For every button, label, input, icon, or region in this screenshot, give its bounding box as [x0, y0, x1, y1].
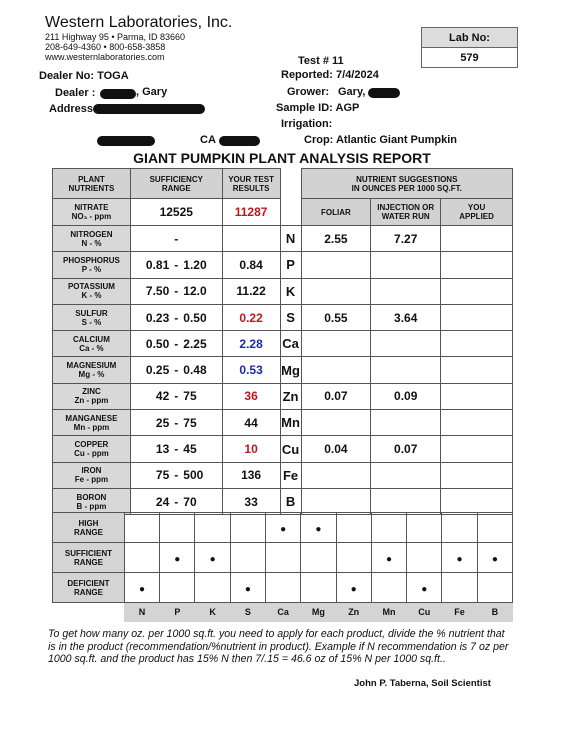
injection-suggestion: 0.09 [371, 383, 441, 409]
crop-field: Crop: Atlantic Giant Pumpkin [304, 134, 457, 146]
test-result: 33 [222, 488, 280, 514]
nutrient-label: ZINC Zn - ppm [53, 383, 131, 409]
range-cell [195, 543, 230, 573]
you-applied-cell [441, 331, 513, 357]
nutrient-symbol: N [280, 226, 301, 252]
you-applied-cell [441, 226, 513, 252]
lab-number-box [421, 27, 518, 68]
range-cell [371, 573, 406, 603]
header-foliar: FOLIAR [301, 199, 371, 226]
you-applied-cell [441, 357, 513, 383]
range-cell [124, 513, 159, 543]
nutrient-label: PHOSPHORUS P - % [53, 252, 131, 278]
range-cell [195, 573, 230, 603]
dealer-number: Dealer No: TOGA [39, 70, 129, 82]
you-applied-cell [441, 436, 513, 462]
dealer-name-label: Dealer : [55, 87, 96, 99]
nutrient-row [53, 357, 513, 383]
range-dot: ● [139, 583, 146, 595]
range-cell [407, 573, 442, 603]
range-cell [124, 543, 159, 573]
test-result: 11.22 [222, 278, 280, 304]
range-cell [301, 513, 336, 543]
nutrient-row [53, 462, 513, 488]
foliar-suggestion: 0.07 [301, 383, 371, 409]
sample-id: Sample ID: AGP [276, 102, 360, 114]
range-label: DEFICIENT RANGE [53, 573, 125, 603]
nutrient-symbol: Cu [280, 436, 301, 462]
range-chart [52, 512, 513, 622]
dealer-name-value: , Gary [136, 86, 168, 98]
grower-label: Grower: [287, 86, 330, 98]
nutrient-symbol: B [280, 488, 301, 514]
analysis-table [52, 168, 513, 515]
nutrient-label: COPPER Cu - ppm [53, 436, 131, 462]
range-cell [407, 513, 442, 543]
reported-date: Reported: 7/4/2024 [281, 69, 379, 81]
sufficiency-range: 7.50 - 12.0 [130, 278, 222, 304]
nutrient-row [53, 488, 513, 514]
range-cell [477, 543, 512, 573]
company-name: Western Laboratories, Inc. [45, 14, 233, 31]
nutrient-row [53, 331, 513, 357]
range-cell [442, 573, 477, 603]
sufficiency-range: 0.50 - 2.25 [130, 331, 222, 357]
range-cell [230, 543, 265, 573]
injection-suggestion [371, 252, 441, 278]
footer-instructions: To get how many oz. per 1000 sq.ft. you need to apply for each product, divide the % nutrient that is in the product (recommendation/%nutrient in product). Example if N recommendation is 7 oz per 1000 sq.ft. and the product has 15% N then 7/.15 = 46.6 oz of 15% N per 1000 sq.ft.. [48, 628, 509, 665]
range-cell [371, 513, 406, 543]
sufficiency-range: - [130, 226, 222, 252]
nutrient-row [53, 226, 513, 252]
nitrate-result: 11287 [222, 199, 280, 226]
range-cell [407, 543, 442, 573]
redaction [100, 89, 136, 99]
nutrient-row [53, 252, 513, 278]
injection-suggestion: 3.64 [371, 304, 441, 330]
axis-label: Mn [371, 603, 406, 622]
range-cell [442, 543, 477, 573]
company-phone: 208-649-4360 • 800-658-3858 [45, 42, 166, 52]
you-applied-cell [441, 410, 513, 436]
range-dot: ● [491, 553, 498, 565]
range-cell [265, 543, 300, 573]
you-applied-cell [441, 488, 513, 514]
range-cell [265, 573, 300, 603]
axis-label: N [124, 603, 159, 622]
foliar-suggestion: 2.55 [301, 226, 371, 252]
range-cell [336, 573, 371, 603]
range-dot: ● [315, 523, 322, 535]
range-dot: ● [385, 553, 392, 565]
injection-suggestion [371, 488, 441, 514]
nutrient-symbol: P [280, 252, 301, 278]
nutrient-symbol: K [280, 278, 301, 304]
injection-suggestion: 7.27 [371, 226, 441, 252]
sufficiency-range: 13 - 45 [130, 436, 222, 462]
range-axis [53, 603, 513, 622]
axis-label: S [230, 603, 265, 622]
report-title: GIANT PUMPKIN PLANT ANALYSIS REPORT [133, 150, 431, 166]
foliar-suggestion: 0.55 [301, 304, 371, 330]
test-result: 2.28 [222, 331, 280, 357]
redaction [219, 136, 260, 146]
range-cell [371, 543, 406, 573]
nitrate-label: NITRATE NO₃ - ppm [53, 199, 131, 226]
injection-suggestion [371, 462, 441, 488]
range-label: HIGH RANGE [53, 513, 125, 543]
test-result: 0.53 [222, 357, 280, 383]
axis-label: Fe [442, 603, 477, 622]
axis-label: Mg [301, 603, 336, 622]
range-cell [336, 513, 371, 543]
test-result: 0.22 [222, 304, 280, 330]
nutrient-label: CALCIUM Ca - % [53, 331, 131, 357]
test-result [222, 226, 280, 252]
foliar-suggestion [301, 410, 371, 436]
sufficiency-range: 25 - 75 [130, 410, 222, 436]
test-result: 10 [222, 436, 280, 462]
axis-label: P [160, 603, 195, 622]
test-number: Test # 11 [298, 55, 344, 67]
nutrient-row [53, 410, 513, 436]
foliar-suggestion [301, 488, 371, 514]
foliar-suggestion [301, 278, 371, 304]
range-dot: ● [209, 553, 216, 565]
range-row [53, 573, 513, 603]
sufficiency-range: 0.23 - 0.50 [130, 304, 222, 330]
foliar-suggestion: 0.04 [301, 436, 371, 462]
header-plant-nutrients: PLANT NUTRIENTS [53, 169, 131, 199]
nutrient-label: BORON B - ppm [53, 488, 131, 514]
nutrient-row [53, 304, 513, 330]
irrigation-label: Irrigation: [281, 118, 333, 130]
nutrient-label: NITROGEN N - % [53, 226, 131, 252]
foliar-suggestion [301, 357, 371, 383]
range-cell [301, 543, 336, 573]
range-label: SUFFICIENT RANGE [53, 543, 125, 573]
nutrient-symbol: S [280, 304, 301, 330]
range-dot: ● [280, 523, 287, 535]
nutrient-row [53, 436, 513, 462]
range-cell [160, 573, 195, 603]
range-cell [477, 513, 512, 543]
range-dot: ● [174, 553, 181, 565]
axis-label: Zn [336, 603, 371, 622]
sufficiency-range: 42 - 75 [130, 383, 222, 409]
redaction [93, 104, 205, 114]
axis-label: Ca [265, 603, 300, 622]
test-result: 44 [222, 410, 280, 436]
range-cell [160, 543, 195, 573]
company-address: 211 Highway 95 • Parma, ID 83660 [45, 32, 186, 42]
nutrient-label: IRON Fe - ppm [53, 462, 131, 488]
sufficiency-range: 0.25 - 0.48 [130, 357, 222, 383]
nutrient-symbol: Fe [280, 462, 301, 488]
you-applied-cell [441, 383, 513, 409]
header-injection: INJECTION OR WATER RUN [371, 199, 441, 226]
foliar-suggestion [301, 462, 371, 488]
nutrient-row [53, 383, 513, 409]
lab-number-value: 579 [422, 48, 518, 68]
nitrate-range: 12525 [130, 199, 222, 226]
injection-suggestion [371, 278, 441, 304]
nutrient-symbol: Mg [280, 357, 301, 383]
address-label: Address [49, 103, 94, 115]
range-cell [160, 513, 195, 543]
redaction [368, 88, 400, 98]
nutrient-symbol: Ca [280, 331, 301, 357]
injection-suggestion [371, 331, 441, 357]
range-dot: ● [456, 553, 463, 565]
range-row [53, 513, 513, 543]
sufficiency-range: 24 - 70 [130, 488, 222, 514]
header-nutrient-suggestions: NUTRIENT SUGGESTIONS IN OUNCES PER 1000 SQ.FT. [301, 169, 512, 199]
nutrient-label: SULFUR S - % [53, 304, 131, 330]
company-website: www.westernlaboratories.com [45, 52, 165, 62]
header-you-applied: YOU APPLIED [441, 199, 513, 226]
test-result: 36 [222, 383, 280, 409]
test-result: 0.84 [222, 252, 280, 278]
range-row [53, 543, 513, 573]
signature: John P. Taberna, Soil Scientist [354, 678, 491, 689]
nutrient-symbol: Mn [280, 410, 301, 436]
injection-suggestion [371, 410, 441, 436]
axis-label: K [195, 603, 230, 622]
foliar-suggestion [301, 331, 371, 357]
range-cell [301, 573, 336, 603]
range-cell [195, 513, 230, 543]
sufficiency-range: 75 - 500 [130, 462, 222, 488]
range-dot: ● [350, 583, 357, 595]
range-cell [230, 573, 265, 603]
nutrient-row [53, 278, 513, 304]
header-sufficiency-range: SUFFICIENCY RANGE [130, 169, 222, 199]
range-cell [230, 513, 265, 543]
injection-suggestion [371, 357, 441, 383]
axis-label: B [477, 603, 512, 622]
test-result: 136 [222, 462, 280, 488]
you-applied-cell [441, 278, 513, 304]
range-cell [124, 573, 159, 603]
lab-number-label: Lab No: [422, 28, 518, 48]
range-dot: ● [244, 583, 251, 595]
foliar-suggestion [301, 252, 371, 278]
injection-suggestion: 0.07 [371, 436, 441, 462]
you-applied-cell [441, 304, 513, 330]
header-test-results: YOUR TEST RESULTS [222, 169, 280, 199]
nutrient-label: MAGNESIUM Mg - % [53, 357, 131, 383]
you-applied-cell [441, 462, 513, 488]
axis-label: Cu [407, 603, 442, 622]
state-value: CA [200, 134, 216, 146]
you-applied-cell [441, 252, 513, 278]
nutrient-label: POTASSIUM K - % [53, 278, 131, 304]
range-cell [442, 513, 477, 543]
nutrient-label: MANGANESE Mn - ppm [53, 410, 131, 436]
sufficiency-range: 0.81 - 1.20 [130, 252, 222, 278]
nutrient-symbol: Zn [280, 383, 301, 409]
range-dot: ● [421, 583, 428, 595]
range-cell [477, 573, 512, 603]
range-cell [265, 513, 300, 543]
redaction [97, 136, 155, 146]
range-cell [336, 543, 371, 573]
grower-value: Gary, [338, 86, 366, 98]
